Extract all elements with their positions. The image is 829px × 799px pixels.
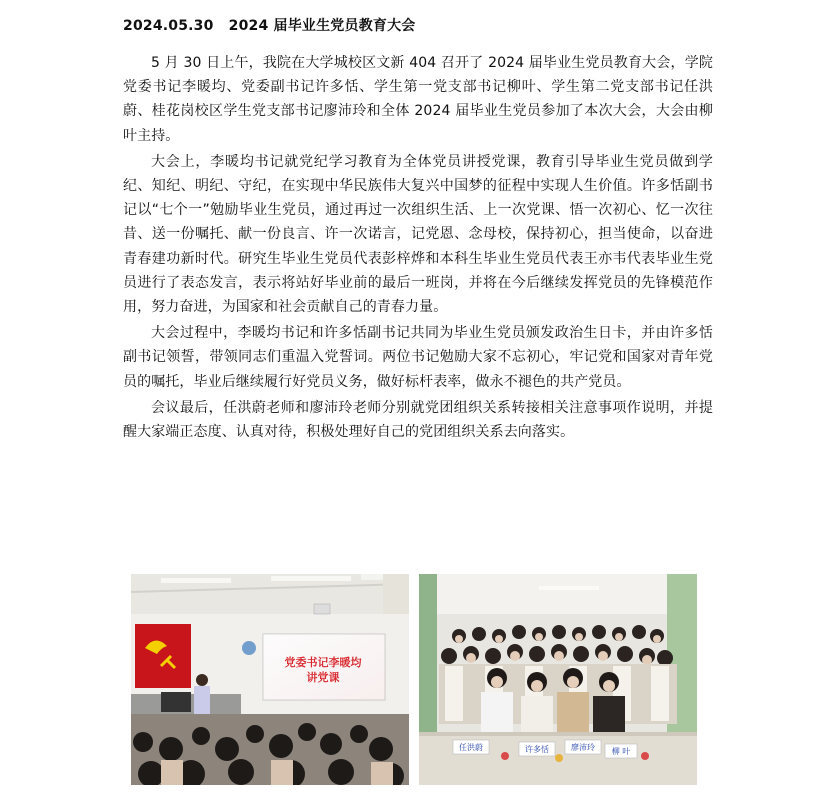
nameplate: 廖沛玲	[571, 743, 595, 752]
photo-row	[131, 574, 699, 786]
article-title	[123, 15, 713, 37]
nameplate: 柳 叶	[611, 747, 631, 756]
lecture-photo	[131, 574, 409, 785]
paragraph: 大会过程中，李暖均书记和许多恬副书记共同为毕业生党员颁发政治生日卡，并由许多恬副书记领誓，带领同志们重温入党誓词。两位书记勉励大家不忘初心，牢记党和国家对青年党员的嘱托，毕业后继续履行好党员义务，做好标杆表率，做永不褪色的共产党员。	[123, 325, 713, 390]
screen-subtitle: 讲党课	[306, 671, 340, 684]
article-heading: 2024 届毕业生党员教育大会	[228, 18, 416, 34]
screen-title: 党委书记李暖均	[284, 656, 362, 669]
article-date: 2024.05.30	[123, 18, 214, 34]
article	[123, 0, 713, 444]
nameplate: 许多恬	[525, 745, 549, 754]
group-photo	[419, 574, 697, 785]
paragraph: 大会上，李暖均书记就党纪学习教育为全体党员讲授党课，教育引导毕业生党员做到学纪、知纪、明纪、守纪，在实现中华民族伟大复兴中国梦的征程中实现人生价值。许多恬副书记以“七个一”勉励毕业生党员，通过再过一次组织生活、上一次党课、悟一次初心、忆一次往昔、送一份嘱托、献一份良言、许一次诺言，记党恩、念母校，保持初心，担当使命，以奋进青春建功新时代。研究生毕业生党员代表彭梓烨和本科生毕业生党员代表王亦韦代表毕业生党员进行了表态发言，表示将站好毕业前的最后一班岗，并将在今后继续发挥党员的先锋模范作用，努力奋进，为国家和社会贡献自己的青春力量。	[123, 153, 713, 316]
paragraph: 会议最后，任洪蔚老师和廖沛玲老师分别就党团组织关系转接相关注意事项作说明，并提醒大家端正态度、认真对待，积极处理好自己的党团组织关系去向落实。	[123, 399, 713, 441]
paragraph: 5 月 30 日上午，我院在大学城校区文新 404 召开了 2024 届毕业生党员教育大会，学院党委书记李暖均、党委副书记许多恬、学生第一党支部书记柳叶、学生第二党支部书记任洪蔚、桂花岗校区学生党支部书记廖沛玲和全体 2024 届毕业生党员参加了本次大会，大会由柳叶主持。	[123, 55, 713, 144]
nameplate: 任洪蔚	[459, 743, 483, 752]
